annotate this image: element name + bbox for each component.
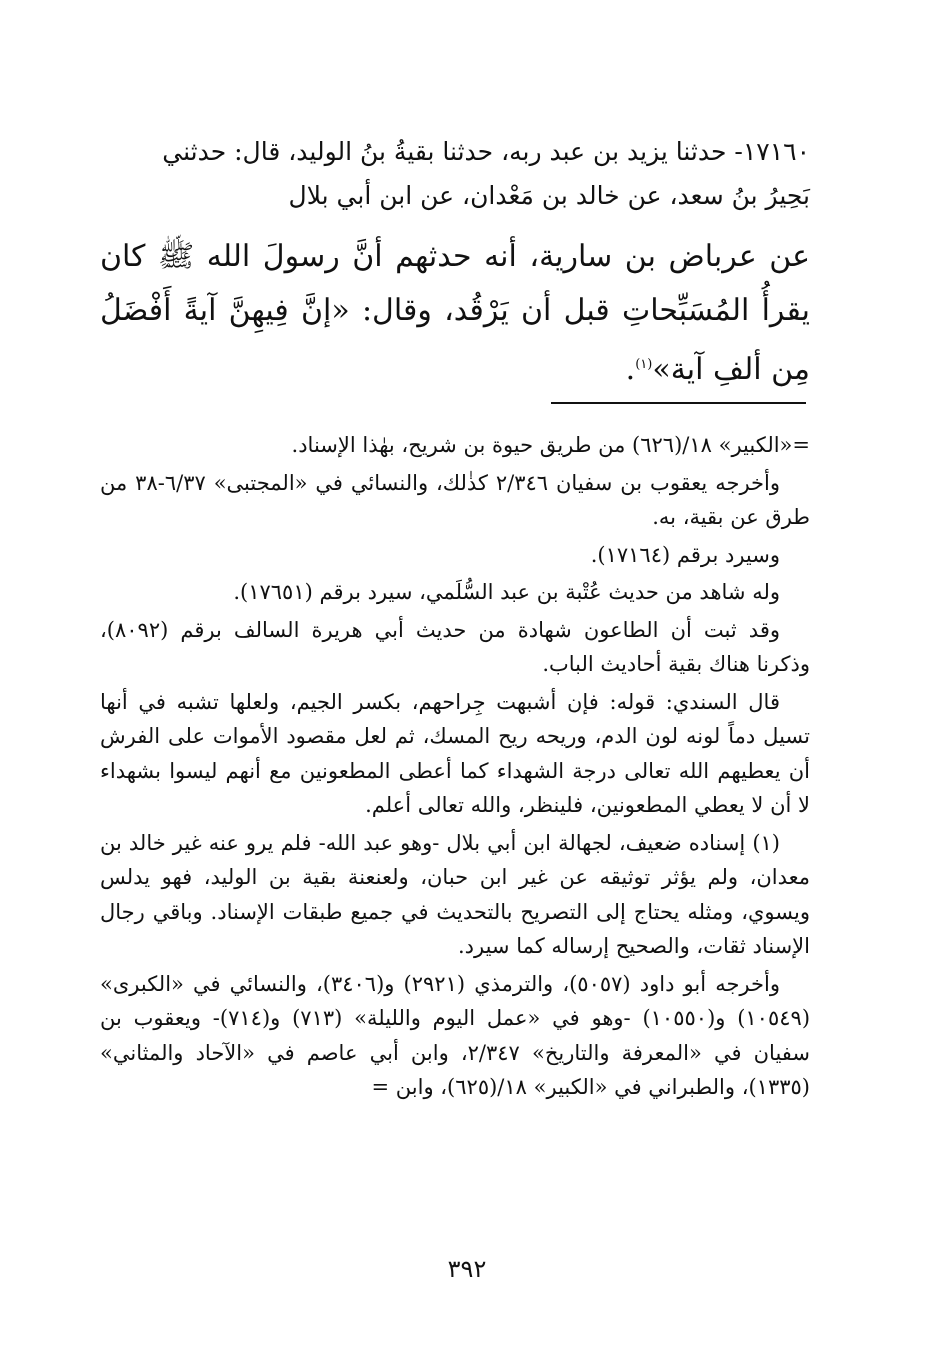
footnote-paragraph: قال السندي: قوله: فإن أشبهت جِراحهم، بكسر الجيم، ولعلها تشبه في أنها تسيل دماً لونه لون الدم، وريحه ريح المسك، ثم لعل مقصود الأموات على الفرش أن يعطيهم الله تعالى درجة الشهداء كما أعطى المطعونين مع أنهم ليسوا بشهداء لا أن لا يعطي المطعونين، فلينظر، والله تعالى أعلم.	[100, 689, 810, 817]
footnote-paragraph: (١) إسناده ضعيف، لجهالة ابن أبي بلال -وهو عبد الله- فلم يرو عنه غير خالد بن معدان، ولم يؤثر توثيقه عن غير ابن حبان، ولعنعنة بقية بن الوليد، فهو يدلس ويسوي، ومثله يحتاج إلى التصريح بالتحديث في جميع طبقات الإسناد. وباقي رجال الإسناد ثقات، والصحيح إرساله كما سيرد.	[100, 830, 810, 958]
footnote-marker: (١)	[635, 357, 653, 372]
footnote-paragraph: =«الكبير» ١٨/(٦٢٦) من طريق حيوة بن شريح، بهٰذا الإسناد.	[291, 433, 810, 457]
hadith-isnad	[100, 130, 810, 218]
hadith-matn	[100, 230, 810, 397]
footnote-paragraph: وله شاهد من حديث عُتْبة بن عبد السُّلَمي، سيرد برقم (١٧٦٥١).	[233, 580, 780, 604]
footnote-paragraph: وسيرد برقم (١٧١٦٤).	[590, 542, 780, 567]
footnote-paragraph: وقد ثبت أن الطاعون شهادة من حديث أبي هريرة السالف برقم (٨٠٩٢)، وذكرنا هناك بقية أحاديث الباب.	[100, 617, 810, 676]
footnotes	[100, 428, 810, 1108]
matn-end-mark: .	[625, 352, 636, 387]
footnote-separator	[551, 402, 806, 404]
page-number: ٣٩٢	[447, 1255, 487, 1283]
matn-text: عن عرباض بن سارية، أنه حدثهم أنَّ رسولَ الله ﷺ كان يقرأُ المُسَبِّحاتِ قبل أن يَرْقُد، وقال: «إنَّ فِيهِنَّ آيةً أَفْضَلُ مِن ألفِ آية»	[100, 239, 810, 387]
isnad-line-1: ١٧١٦٠- حدثنا يزيد بن عبد ربه، حدثنا بقيةُ بنُ الوليد، قال: حدثني	[162, 137, 810, 166]
footnote-paragraph: وأخرجه يعقوب بن سفيان ٢/٣٤٦ كذٰلك، والنسائي في «المجتبى» ٦/٣٧-٣٨ من طرق عن بقية، به.	[100, 470, 810, 529]
isnad-line-2: بَحِيرُ بنُ سعد، عن خالد بن مَعْدان، عن ابن أبي بلال	[288, 181, 810, 210]
footnote-paragraph: وأخرجه أبو داود (٥٠٥٧)، والترمذي (٢٩٢١) و(٣٤٠٦)، والنسائي في «الكبرى» (١٠٥٤٩) و(١٠٥٥٠) -وهو في «عمل اليوم والليلة» (٧١٣) و(٧١٤)- ويعقوب بن سفيان في «المعرفة والتاريخ» ٢/٣٤٧، وابن أبي عاصم في «الآحاد والمثاني» (١٣٣٥)، والطبراني في «الكبير» ١٨/(٦٢٥)، وابن =	[100, 971, 811, 1099]
